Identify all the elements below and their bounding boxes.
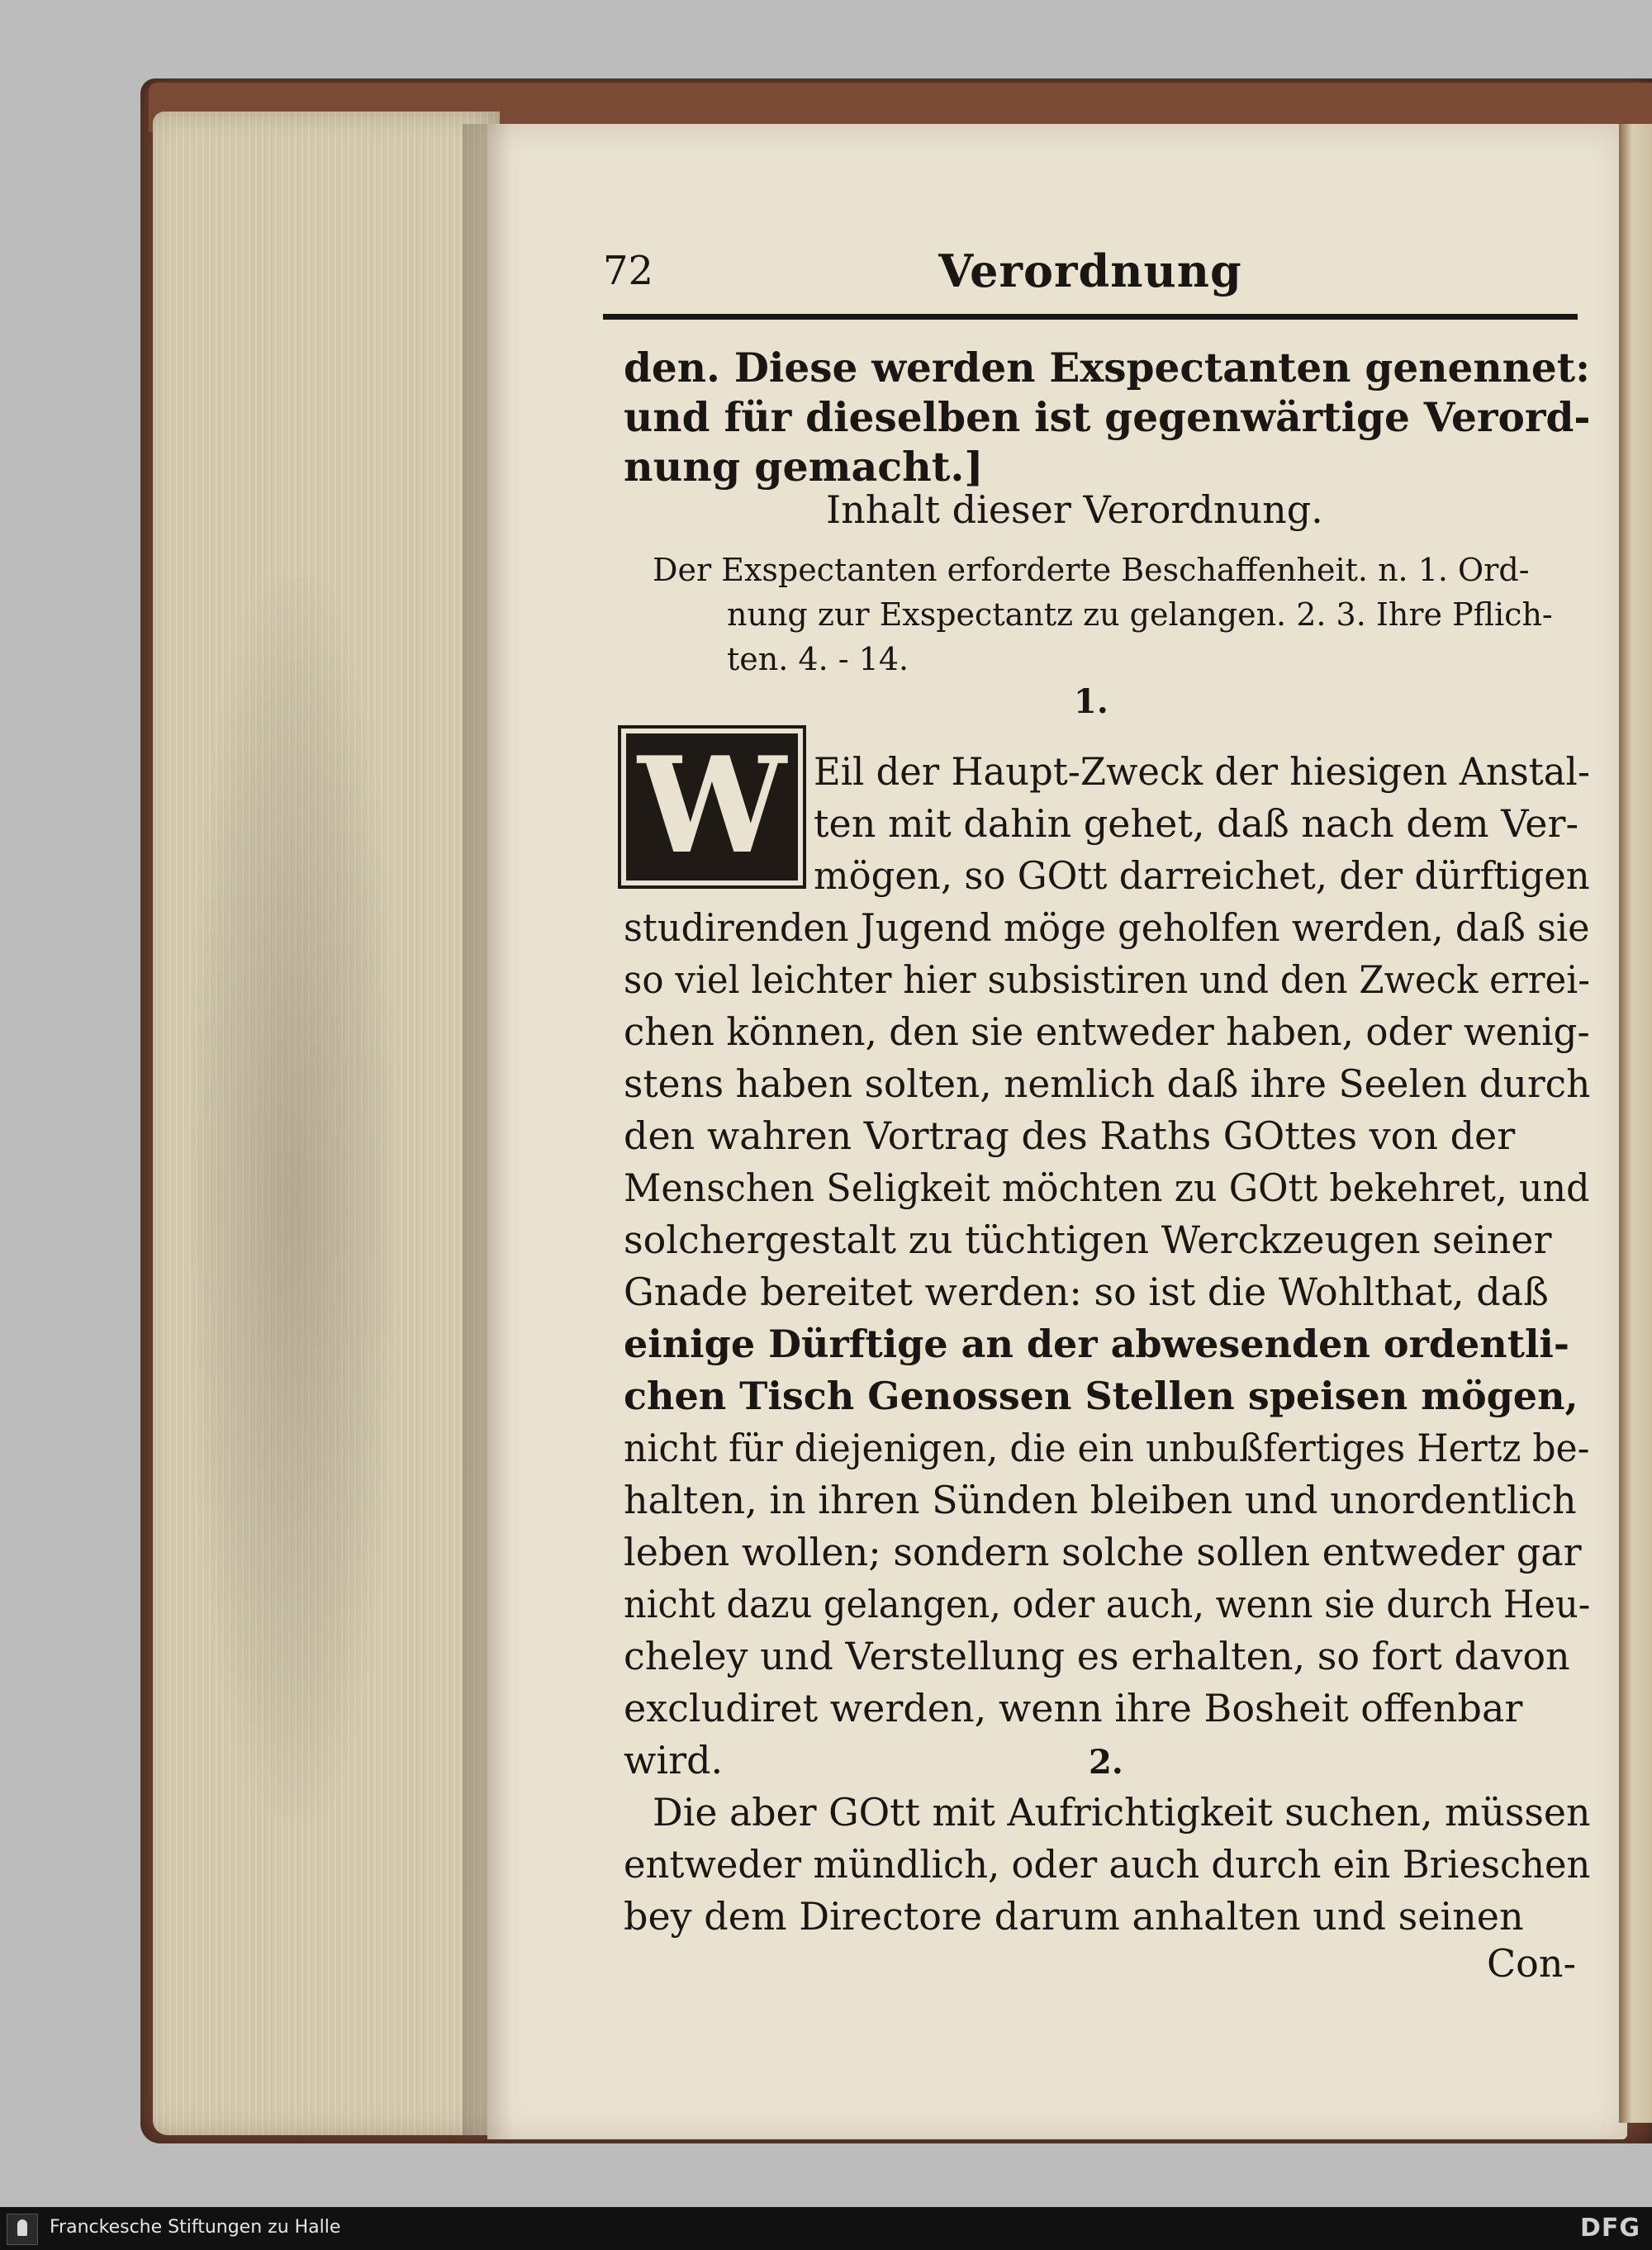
body-line: chen Tisch Genossen Stellen speisen mögen, (624, 1374, 1578, 1418)
body-line: so viel leichter hier subsistiren und den Zweck errei- (624, 957, 1590, 1002)
body-line: einige Dürftige an der abwesenden ordentli- (624, 1322, 1569, 1366)
body-line: wird. (624, 1738, 724, 1782)
body-line: chen können, den sie entweder haben, oder wenig- (624, 1009, 1590, 1054)
page-gutter-shadow (463, 124, 512, 2139)
section-number: 1. (1074, 682, 1108, 721)
running-title: Verordnung (938, 244, 1242, 297)
text-line: den. Diese werden Exspectanten genennet: (624, 344, 1591, 392)
text-line: nung gemacht.] (624, 443, 984, 491)
body-line: cheley und Verstellung es erhalten, so fort davon (624, 1634, 1570, 1678)
body-line: Gnade bereitet werden: so ist die Wohlthat, daß (624, 1270, 1549, 1314)
catchword: Con- (1486, 1941, 1576, 1986)
body-line: nicht für diejenigen, die ein unbußfertiges Hertz be- (624, 1426, 1590, 1470)
body-line: mögen, so GOtt darreichet, der dürftigen (814, 853, 1590, 898)
body-line: studirenden Jugend möge geholfen werden, daß sie (624, 905, 1590, 950)
page-edge-stain (190, 578, 396, 1817)
body-line: nicht dazu gelangen, oder auch, wenn sie durch Heu- (624, 1582, 1591, 1626)
contents-heading: Inhalt dieser Verordnung. (826, 487, 1323, 532)
body-line: Eil der Haupt-Zweck der hiesigen Anstal- (814, 749, 1590, 794)
decorated-initial-letter: W (638, 728, 786, 883)
footer-bar (0, 2207, 1652, 2250)
decorated-initial (618, 725, 806, 889)
dfg-logo: DFG (1579, 2214, 1640, 2243)
body-line: excludiret werden, wenn ihre Bosheit offenbar (624, 1686, 1523, 1730)
text-line: und für dieselben ist gegenwärtige Verord- (624, 393, 1591, 441)
footer-institution-name: Franckesche Stiftungen zu Halle (50, 2217, 341, 2238)
body-line: leben wollen; sondern solche sollen entweder gar (624, 1530, 1582, 1574)
next-page-edge (1619, 124, 1652, 2123)
body-line: bey dem Directore darum anhalten und seinen (624, 1894, 1524, 1939)
summary-line: Der Exspectanten erforderte Beschaffenheit. n. 1. Ord- (653, 552, 1530, 588)
running-head (603, 244, 1578, 306)
institution-logo-icon[interactable] (7, 2214, 38, 2245)
body-line: solchergestalt zu tüchtigen Werckzeugen seiner (624, 1218, 1552, 1262)
section-number: 2. (1089, 1743, 1123, 1782)
body-line: Die aber GOtt mit Aufrichtigkeit suchen, müssen (653, 1790, 1591, 1835)
body-line: ten mit dahin gehet, daß nach dem Ver- (814, 801, 1579, 846)
body-line: stens haben solten, nemlich daß ihre Seelen durch (624, 1061, 1591, 1106)
summary-line: ten. 4. - 14. (727, 641, 909, 677)
body-line: entweder mündlich, oder auch durch ein Brieschen (624, 1842, 1591, 1887)
body-line: halten, in ihren Sünden bleiben und unordentlich (624, 1478, 1577, 1522)
header-rule (603, 314, 1578, 320)
body-line: den wahren Vortrag des Raths GOttes von der (624, 1113, 1516, 1158)
logo-mark (17, 2219, 27, 2236)
summary-line: nung zur Exspectantz zu gelangen. 2. 3. Ihre Pflich- (727, 596, 1553, 633)
body-line: Menschen Seligkeit möchten zu GOtt bekehret, und (624, 1165, 1590, 1210)
page-number: 72 (603, 248, 654, 294)
